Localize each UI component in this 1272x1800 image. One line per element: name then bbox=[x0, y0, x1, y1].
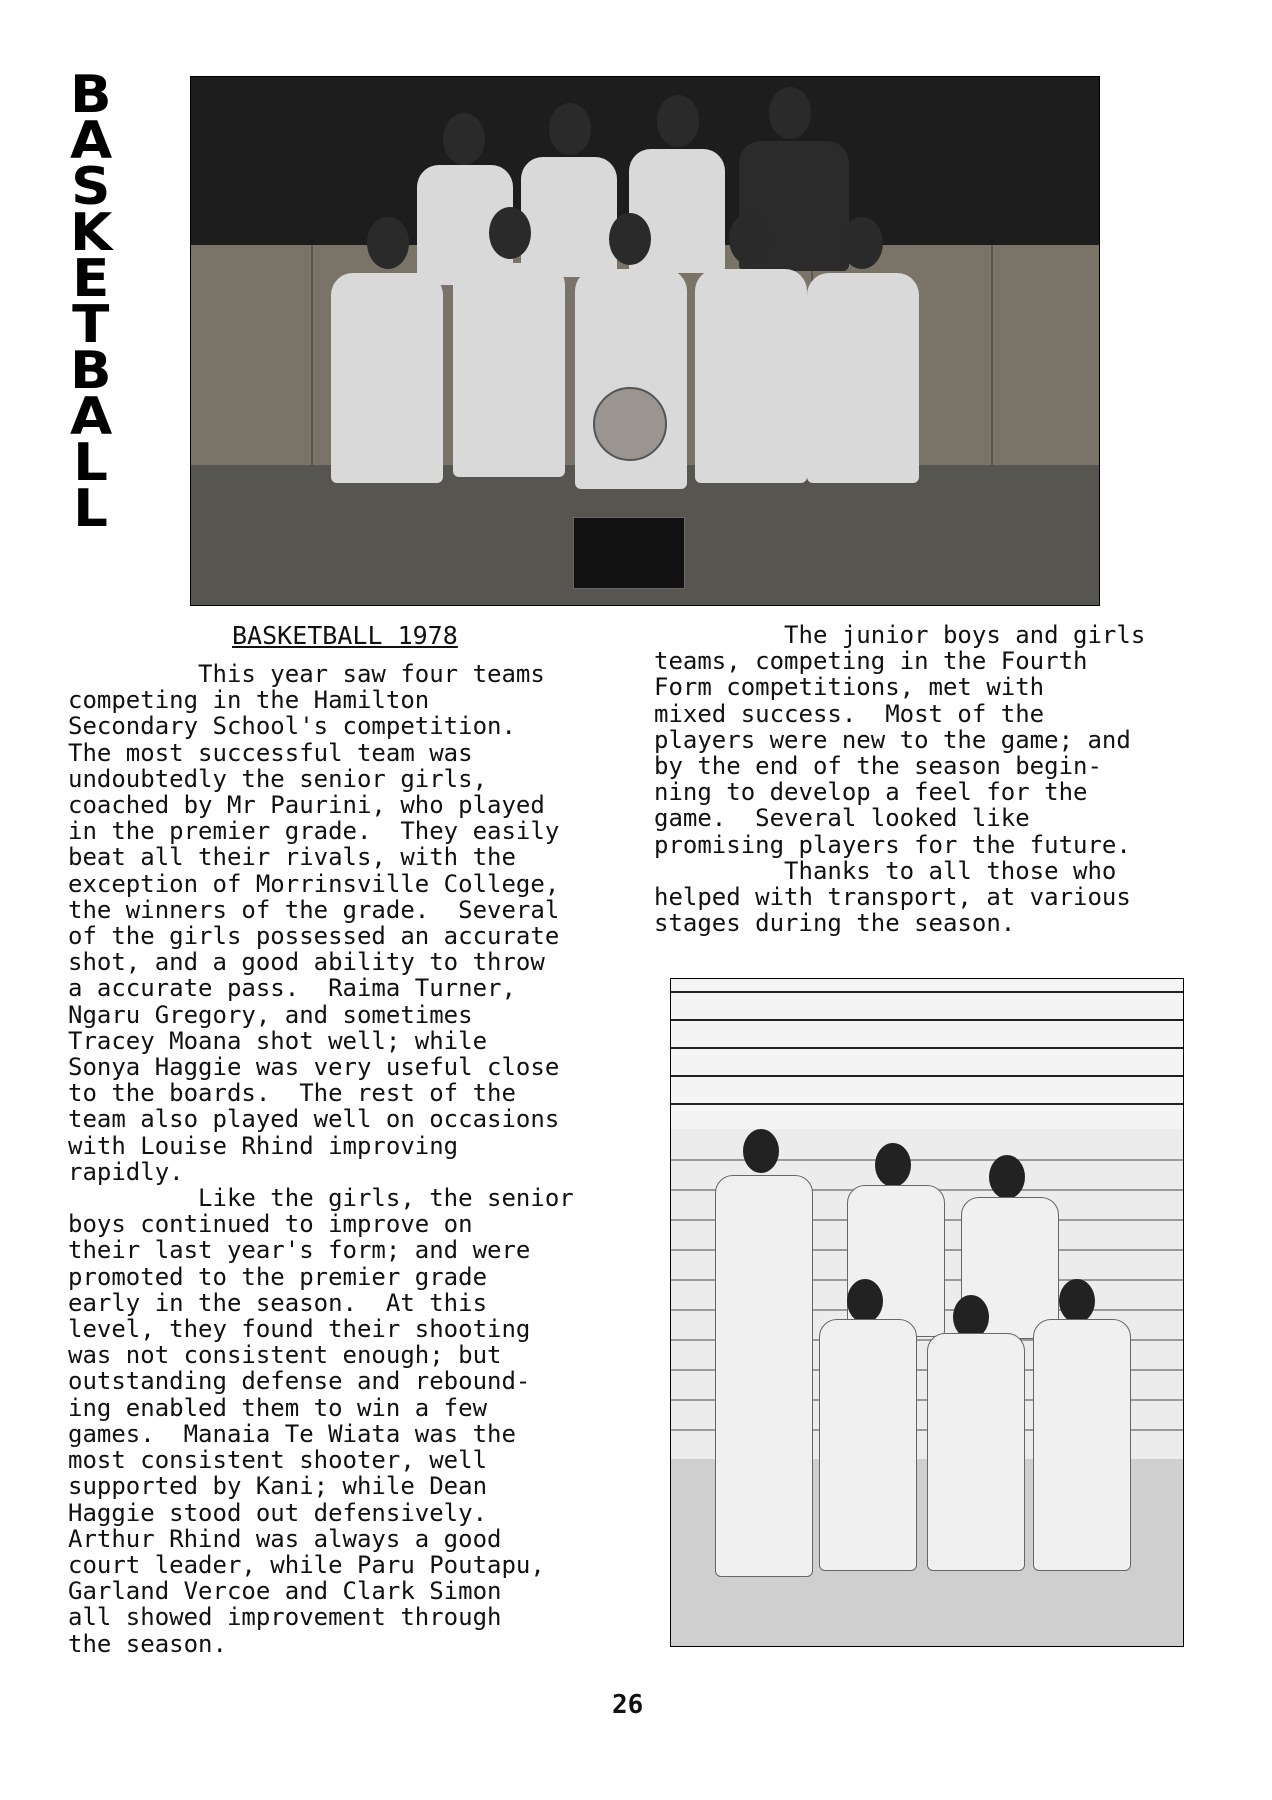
player bbox=[521, 157, 617, 277]
text-line: beat all their rivals, with the bbox=[68, 843, 516, 872]
title-letter: L bbox=[73, 433, 109, 493]
text-line: to the boards. The rest of the bbox=[68, 1079, 516, 1108]
text-line: a accurate pass. Raima Turner, bbox=[68, 974, 516, 1003]
text-line: by the end of the season begin- bbox=[654, 752, 1102, 781]
text-line: competing in the Hamilton bbox=[68, 686, 430, 715]
text-line: teams, competing in the Fourth bbox=[654, 647, 1088, 676]
text-line: Sonya Haggie was very useful close bbox=[68, 1053, 560, 1082]
text-line: most consistent shooter, well bbox=[68, 1446, 488, 1475]
text-line: of the girls possessed an accurate bbox=[68, 922, 560, 951]
title-letter: L bbox=[73, 479, 109, 539]
basketball-icon bbox=[593, 387, 667, 461]
vertical-title-basketball bbox=[68, 65, 114, 539]
text-line: promising players for the future. bbox=[654, 830, 1131, 859]
title-letter: T bbox=[72, 295, 110, 355]
text-line: supported by Kani; while Dean bbox=[68, 1472, 488, 1501]
player bbox=[331, 273, 443, 483]
text-line: their last year's form; and were bbox=[68, 1236, 531, 1265]
text-line: Tracey Moana shot well; while bbox=[68, 1026, 488, 1055]
text-line: Secondary School's competition. bbox=[68, 712, 516, 741]
title-letter: E bbox=[72, 249, 110, 309]
text-line: court leader, while Paru Poutapu, bbox=[68, 1550, 545, 1579]
text-line: early in the season. At this bbox=[68, 1288, 488, 1317]
player bbox=[695, 269, 807, 483]
title-letter: B bbox=[70, 341, 112, 401]
page-number: 26 bbox=[612, 1690, 644, 1720]
text-line: outstanding defense and rebound- bbox=[68, 1367, 531, 1396]
title-letter: B bbox=[70, 65, 112, 125]
text-line: undoubtedly the senior girls, bbox=[68, 764, 488, 793]
coach bbox=[715, 1175, 813, 1577]
text-line: rapidly. bbox=[68, 1157, 184, 1186]
text-line: Haggie stood out defensively. bbox=[68, 1498, 488, 1527]
senior-girls-team-photo bbox=[670, 978, 1184, 1647]
article-right-column bbox=[654, 622, 1145, 936]
article-heading: BASKETBALL 1978 bbox=[232, 621, 458, 650]
team-plaque bbox=[573, 517, 685, 589]
text-line: The junior boys and girls bbox=[654, 621, 1146, 649]
player bbox=[927, 1333, 1025, 1571]
text-line: This year saw four teams bbox=[68, 660, 545, 688]
text-line: ing enabled them to win a few bbox=[68, 1393, 488, 1422]
text-line: helped with transport, at various bbox=[654, 883, 1131, 912]
text-line: players were new to the game; and bbox=[654, 725, 1131, 754]
text-line: team also played well on occasions bbox=[68, 1105, 560, 1134]
text-line: The most successful team was bbox=[68, 738, 473, 767]
text-line: with Louise Rhind improving bbox=[68, 1131, 459, 1160]
player bbox=[807, 273, 919, 483]
title-letter: K bbox=[69, 203, 113, 263]
text-line: Thanks to all those who bbox=[654, 856, 1117, 885]
text-line: boys continued to improve on bbox=[68, 1210, 473, 1239]
player bbox=[1033, 1319, 1131, 1571]
text-line: Like the girls, the senior bbox=[68, 1184, 574, 1213]
text-line: ning to develop a feel for the bbox=[654, 778, 1088, 807]
text-line: promoted to the premier grade bbox=[68, 1262, 488, 1291]
text-line: in the premier grade. They easily bbox=[68, 817, 560, 846]
text-line: games. Manaia Te Wiata was the bbox=[68, 1419, 516, 1448]
text-line: Arthur Rhind was always a good bbox=[68, 1524, 502, 1553]
article-left-column bbox=[68, 661, 574, 1657]
text-line: the winners of the grade. Several bbox=[68, 895, 560, 924]
title-letter: A bbox=[69, 111, 113, 171]
text-line: level, they found their shooting bbox=[68, 1315, 531, 1344]
text-line: Ngaru Gregory, and sometimes bbox=[68, 1000, 473, 1029]
player bbox=[819, 1319, 917, 1571]
text-line: mixed success. Most of the bbox=[654, 699, 1045, 728]
text-line: exception of Morrinsville College, bbox=[68, 869, 560, 898]
text-line: coached by Mr Paurini, who played bbox=[68, 791, 545, 820]
text-line: Garland Vercoe and Clark Simon bbox=[68, 1577, 502, 1606]
text-line: stages during the season. bbox=[654, 909, 1016, 938]
text-line: game. Several looked like bbox=[654, 804, 1030, 833]
title-letter: A bbox=[69, 387, 113, 447]
player bbox=[453, 263, 565, 477]
text-line: was not consistent enough; but bbox=[68, 1341, 502, 1370]
text-line: the season. bbox=[68, 1629, 227, 1658]
senior-boys-team-photo bbox=[190, 76, 1100, 606]
text-line: shot, and a good ability to throw bbox=[68, 948, 545, 977]
text-line: all showed improvement through bbox=[68, 1603, 502, 1632]
text-line: Form competitions, met with bbox=[654, 673, 1045, 702]
title-letter: S bbox=[71, 157, 111, 217]
